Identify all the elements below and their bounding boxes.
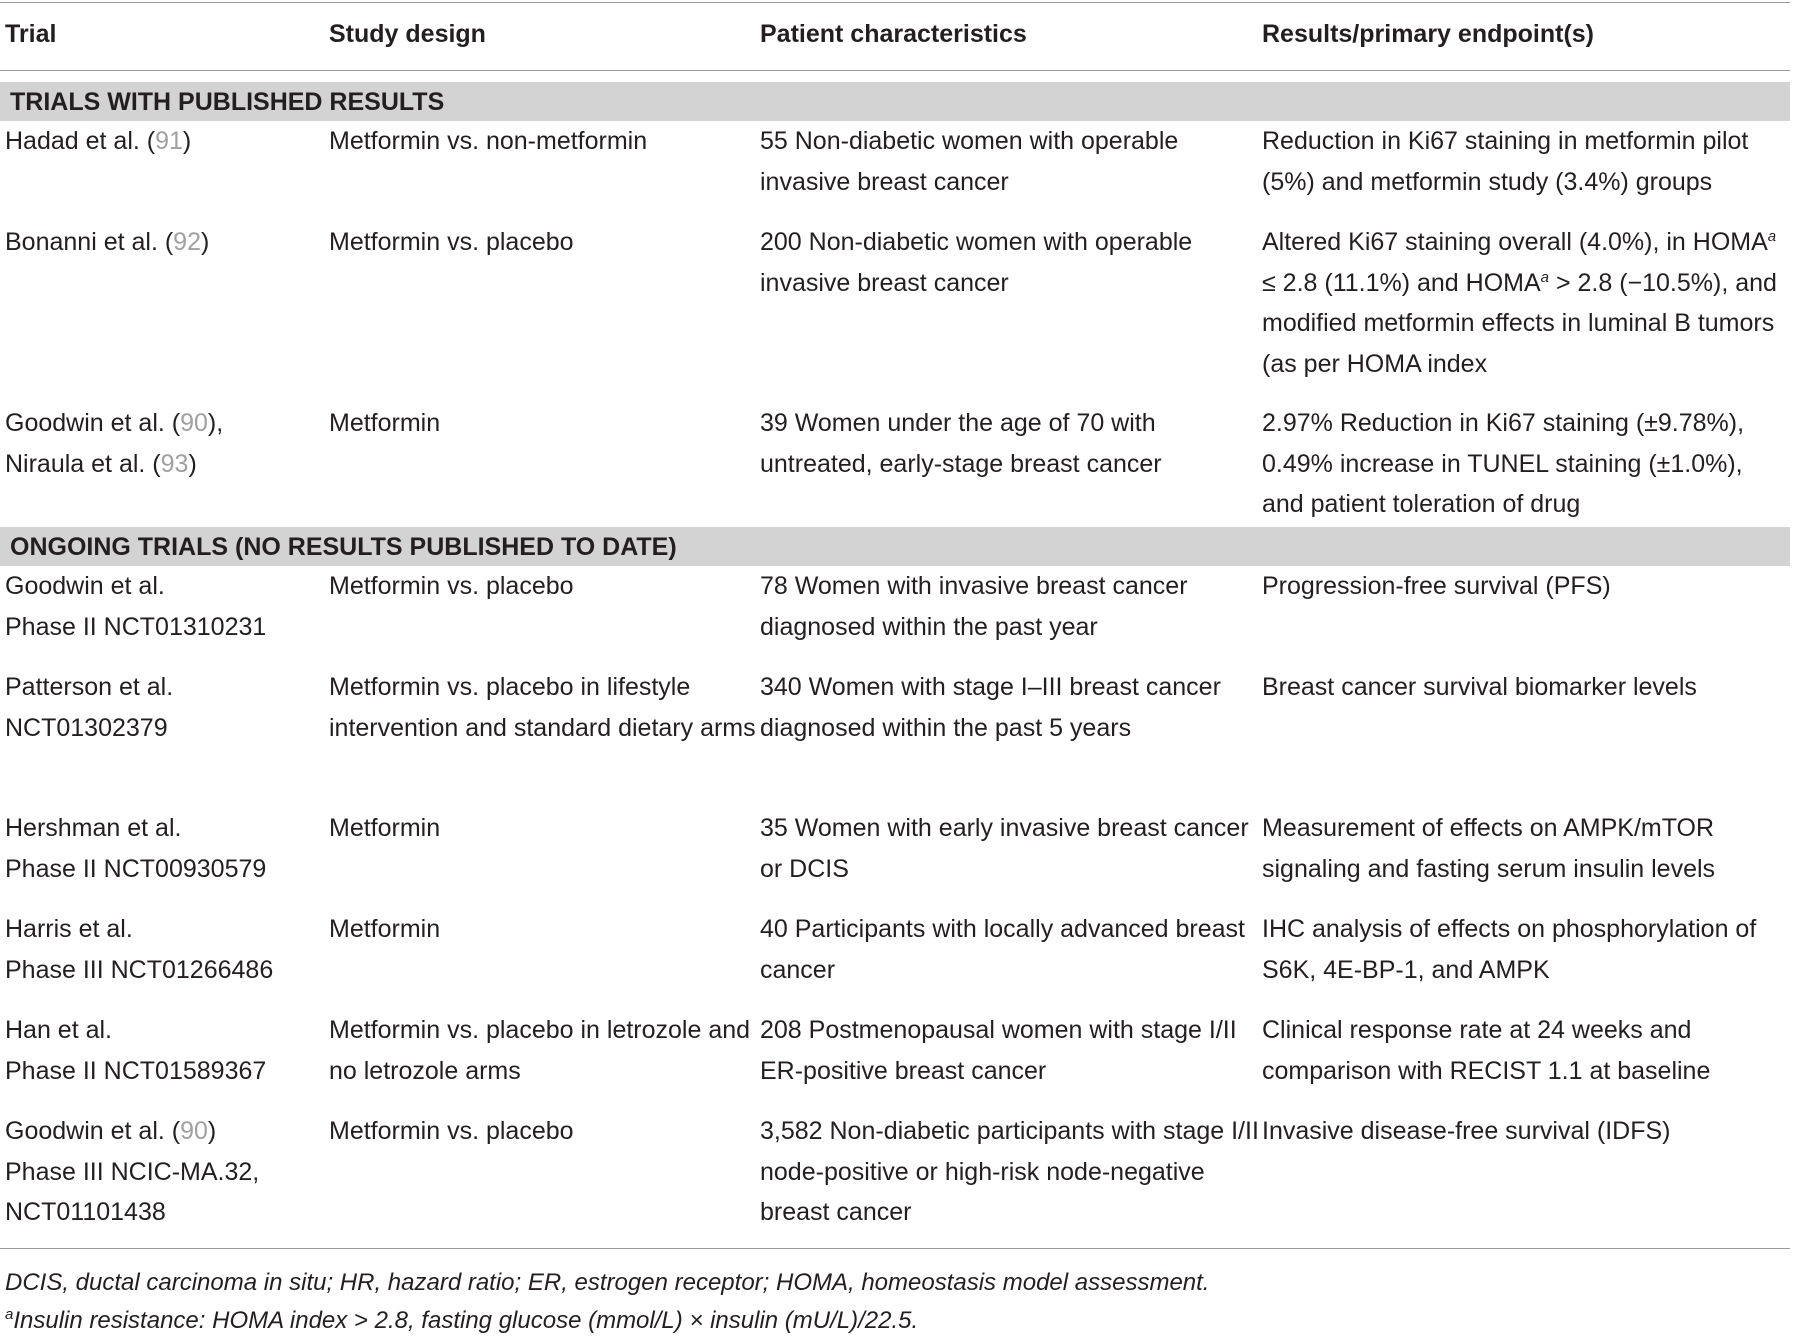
header-patient-characteristics: Patient characteristics — [760, 20, 1027, 48]
reference-link[interactable]: 91 — [155, 127, 183, 155]
table-bottom-rule — [0, 1248, 1790, 1249]
results-cell: IHC analysis of effects on phosphorylation of S6K, 4E-BP-1, and AMPK — [1262, 915, 1757, 984]
results-cell: Altered Ki67 staining overall (4.0%), in $HOMA^a \le 2.8$ (11.1%) and $HOMA^a > 2.8$ (−10.5%), and modified metformin effects in luminal B tumors (as per HOMA index — [1262, 228, 1777, 378]
trial-cell: Bonanni et al. (92) — [5, 228, 210, 256]
patient-characteristics-cell: 40 Participants with locally advanced breast cancer — [760, 915, 1245, 984]
header-trial: Trial — [5, 20, 57, 48]
header-rule — [0, 70, 1790, 71]
study-design-cell: Metformin vs. placebo — [329, 228, 574, 256]
section-ongoing-trials: ONGOING TRIALS (NO RESULTS PUBLISHED TO DATE) — [0, 527, 1790, 566]
trial-cell: Goodwin et al. (90), Niraula et al. (93) — [5, 409, 224, 478]
patient-characteristics-cell: 208 Postmenopausal women with stage I/II ER-positive breast cancer — [760, 1016, 1237, 1085]
patient-characteristics-cell: 78 Women with invasive breast cancer diagnosed within the past year — [760, 572, 1188, 641]
patient-characteristics-cell: 200 Non-diabetic women with operable invasive breast cancer — [760, 228, 1193, 297]
table-top-rule — [0, 2, 1790, 3]
header-study-design: Study design — [329, 20, 486, 48]
study-design-cell: Metformin vs. non-metformin — [329, 127, 648, 155]
header-results: Results/primary endpoint(s) — [1262, 20, 1594, 48]
trial-cell: Goodwin et al. (90) Phase III NCIC-MA.32, NCT01101438 — [5, 1117, 260, 1226]
results-cell: Measurement of effects on AMPK/mTOR signaling and fasting serum insulin levels — [1262, 814, 1716, 883]
patient-characteristics-cell: 39 Women under the age of 70 with untreated, early-stage breast cancer — [760, 409, 1162, 478]
patient-characteristics-cell: 35 Women with early invasive breast cancer or DCIS — [760, 814, 1249, 883]
reference-link[interactable]: 93 — [160, 449, 189, 478]
results-cell: Clinical response rate at 24 weeks and comparison with RECIST 1.1 at baseline — [1262, 1016, 1711, 1085]
study-design-cell: Metformin — [329, 409, 441, 437]
study-design-cell: Metformin vs. placebo — [329, 1117, 574, 1145]
results-cell: Progression-free survival (PFS) — [1262, 572, 1611, 600]
trial-cell: Hadad et al. (91) — [5, 127, 192, 155]
patient-characteristics-cell: 340 Women with stage I–III breast cancer diagnosed within the past 5 years — [760, 673, 1221, 742]
results-cell: 2.97% Reduction in Ki67 staining (±9.78%), 0.49% increase in TUNEL staining (±1.0%), and patient toleration of drug — [1262, 409, 1745, 518]
trial-cell: Patterson et al. NCT01302379 — [5, 673, 174, 742]
study-design-cell: Metformin vs. placebo in lifestyle intervention and standard dietary arms — [329, 673, 756, 742]
results-cell: Breast cancer survival biomarker levels — [1262, 673, 1697, 701]
trial-cell: Goodwin et al. Phase II NCT01310231 — [5, 572, 267, 641]
results-cell: Reduction in Ki67 staining in metformin pilot (5%) and metformin study (3.4%) groups — [1262, 127, 1749, 196]
reference-link[interactable]: 90 — [180, 1117, 208, 1145]
reference-link[interactable]: 92 — [173, 228, 201, 256]
study-design-cell: Metformin — [329, 814, 441, 842]
trial-cell: Han et al. Phase II NCT01589367 — [5, 1016, 267, 1085]
results-cell: Invasive disease-free survival (IDFS) — [1262, 1117, 1671, 1145]
trial-cell: Harris et al. Phase III NCT01266486 — [5, 915, 274, 984]
study-design-cell: Metformin vs. placebo — [329, 572, 574, 600]
footnote-abbreviations: DCIS, ductal carcinoma in situ; HR, hazard ratio; ER, estrogen receptor; HOMA, homeostasis model assessment. — [5, 1269, 1210, 1296]
trial-cell: Hershman et al. Phase II NCT00930579 — [5, 814, 267, 883]
study-design-cell: Metformin — [329, 915, 441, 943]
reference-link[interactable]: 90 — [180, 409, 208, 437]
footnote-insulin-resistance: $^a$Insulin resistance: HOMA index > 2.8, fasting glucose (mmol/L) × insulin (mU/L)/22.5. — [5, 1306, 919, 1334]
section-published-results: TRIALS WITH PUBLISHED RESULTS — [0, 82, 1790, 121]
patient-characteristics-cell: 3,582 Non-diabetic participants with stage I/II node-positive or high-risk node-negative breast cancer — [760, 1117, 1259, 1226]
study-design-cell: Metformin vs. placebo in letrozole and no letrozole arms — [329, 1016, 751, 1085]
patient-characteristics-cell: 55 Non-diabetic women with operable invasive breast cancer — [760, 127, 1179, 196]
